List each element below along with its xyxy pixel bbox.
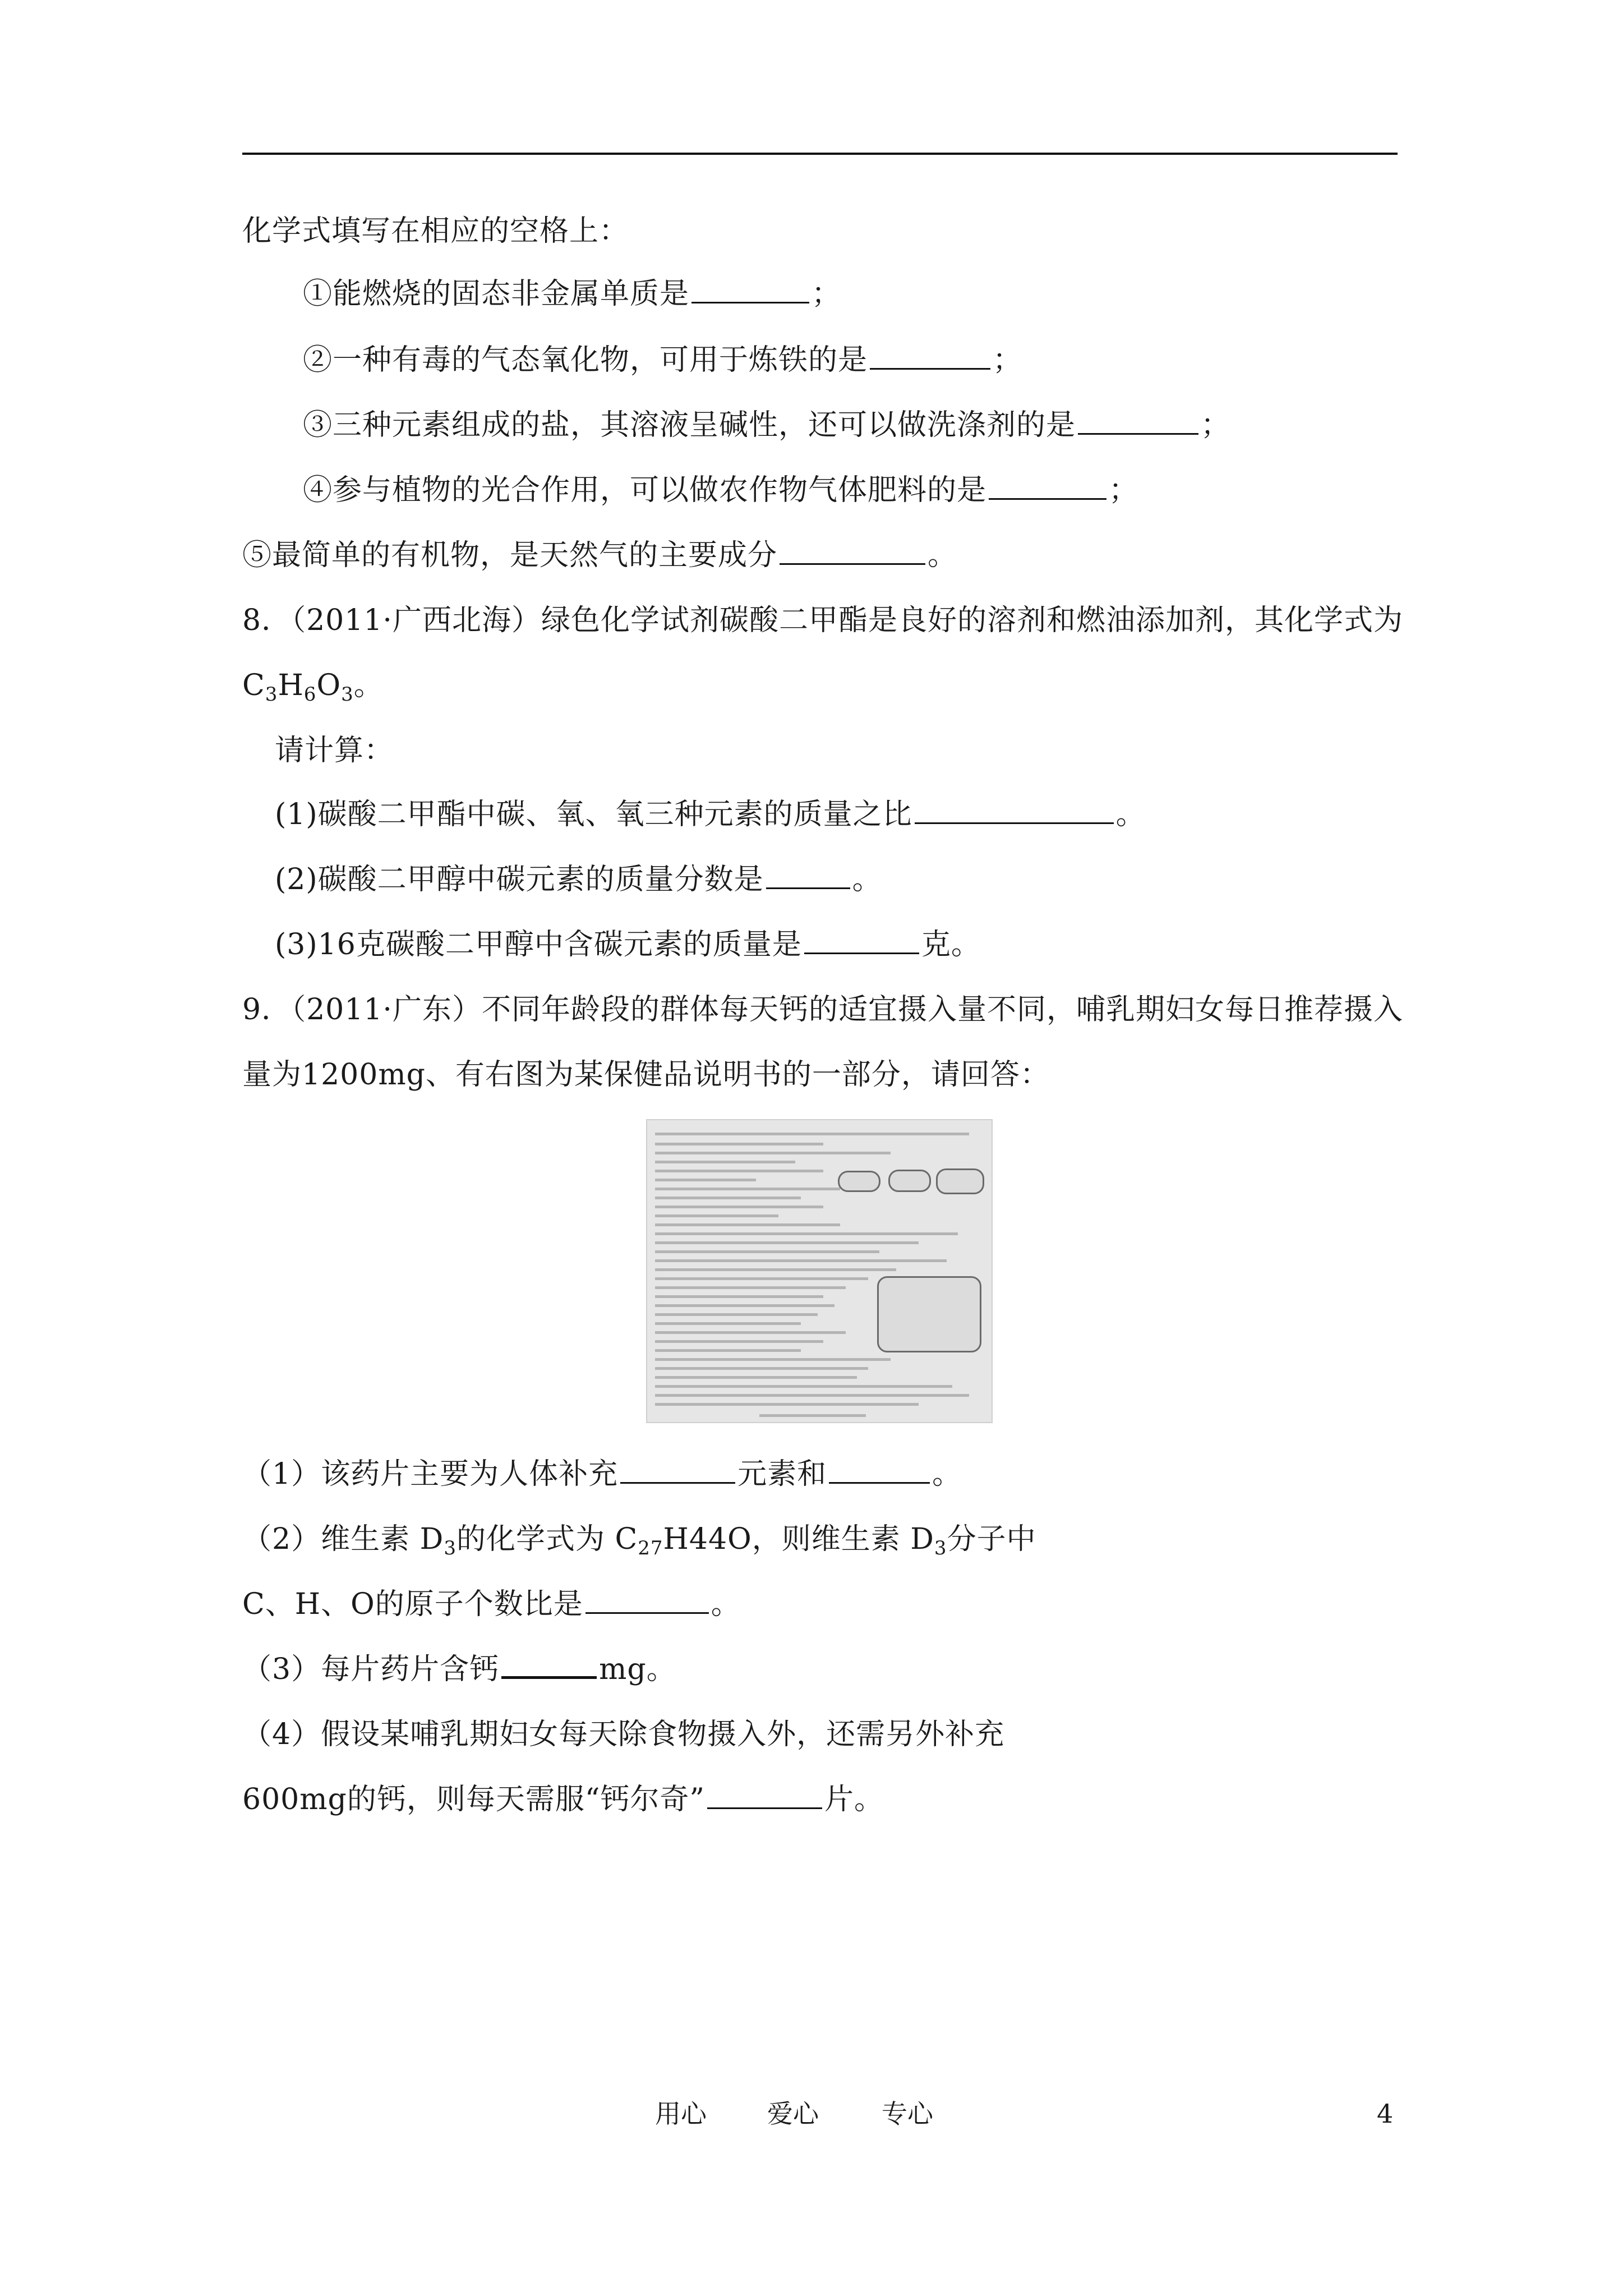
question-text: (2)碳酸二甲醇中碳元素的质量分数是: [275, 863, 764, 896]
question-text: （1）该药片主要为人体补充: [242, 1457, 619, 1491]
punct: ；: [993, 343, 1023, 377]
question-text: 的化学式为 C: [456, 1522, 638, 1556]
footer-item: 爱心: [767, 2099, 819, 2129]
question-7-3: [303, 407, 1230, 443]
question-text: 分子中: [947, 1522, 1036, 1556]
punct: 。: [852, 863, 882, 896]
question-text: 600mg的钙，则每天需服“钙尔奇”: [242, 1783, 706, 1816]
formula-sub: 27: [638, 1537, 663, 1559]
footer-item: 专心: [882, 2099, 933, 2129]
formula-sub: 3: [444, 1537, 457, 1559]
question-9-b: 量为1200mg、有右图为某保健品说明书的一部分，请回答：: [242, 1058, 1050, 1092]
question-8-2: [275, 862, 882, 898]
formula-sub: 6: [303, 683, 317, 706]
punct: 。: [932, 1457, 962, 1491]
formula-sub: 3: [265, 683, 278, 706]
answer-blank[interactable]: [989, 473, 1106, 500]
question-text: ②一种有毒的气态氧化物，可用于炼铁的是: [303, 343, 868, 377]
punct: 。: [353, 669, 384, 702]
punct: 。: [928, 539, 958, 572]
question-8-1: [275, 797, 1146, 832]
question-text: C、H、O的原子个数比是: [242, 1588, 583, 1621]
header-rule: [242, 153, 1398, 155]
page-number: 4: [1377, 2099, 1394, 2129]
answer-blank[interactable]: [585, 1588, 709, 1614]
formula-c: C: [242, 669, 265, 702]
formula: [242, 668, 384, 706]
punct: ；: [1109, 473, 1139, 507]
question-9-3: [242, 1651, 676, 1687]
question-text: ①能燃烧的固态非金属单质是: [303, 277, 690, 311]
question-text: ⑤最简单的有机物，是天然气的主要成分: [242, 539, 778, 572]
question-9-1: [242, 1456, 962, 1492]
question-text: 元素和: [737, 1457, 827, 1491]
formula-sub: 3: [934, 1537, 947, 1559]
answer-blank[interactable]: [829, 1457, 930, 1484]
question-text: (1)碳酸二甲酯中碳、氧、氧三种元素的质量之比: [275, 798, 912, 831]
question-text: (3)16克碳酸二甲醇中含碳元素的质量是: [275, 928, 802, 961]
punct: 片。: [824, 1783, 884, 1816]
question-9-4: （4）假设某哺乳期妇女每天除食物摄入外，还需另外补充: [242, 1718, 1005, 1751]
question-8-prompt: 请计算：: [275, 734, 394, 767]
answer-blank[interactable]: [620, 1457, 735, 1484]
answer-blank[interactable]: [804, 928, 919, 954]
question-7-4: [303, 472, 1138, 508]
answer-blank[interactable]: [1078, 408, 1198, 435]
question-text: H44O，则维生素 D: [663, 1522, 934, 1556]
answer-blank[interactable]: [501, 1651, 597, 1679]
answer-blank[interactable]: [870, 343, 990, 370]
footer-item: 用心: [655, 2099, 707, 2129]
formula-sub: 3: [341, 683, 354, 706]
formula-o: O: [316, 669, 342, 702]
question-9-2-b: [242, 1586, 741, 1622]
question-text: （3）每片药片含钙: [242, 1653, 500, 1686]
question-9-4-b: [242, 1782, 884, 1818]
answer-blank[interactable]: [766, 863, 850, 889]
question-9-2: [242, 1521, 1036, 1557]
question-text: ③三种元素组成的盐，其溶液呈碱性，还可以做洗涤剂的是: [303, 408, 1076, 442]
question-7-2: [303, 342, 1022, 378]
answer-blank[interactable]: [780, 539, 925, 565]
scanned-image: [646, 1119, 993, 1423]
question-9: 9．（2011·广东）不同年龄段的群体每天钙的适宜摄入量不同，哺乳期妇女每日推荐摄入: [242, 993, 1403, 1027]
punct: 。: [711, 1588, 741, 1621]
punct: ；: [811, 277, 842, 311]
answer-blank[interactable]: [691, 277, 809, 303]
question-text: ④参与植物的光合作用，可以做农作物气体肥料的是: [303, 473, 987, 507]
question-8-3: [275, 927, 981, 963]
punct: ；: [1201, 408, 1231, 442]
answer-blank[interactable]: [707, 1783, 822, 1809]
question-text: （2）维生素 D: [242, 1522, 444, 1556]
formula-h: H: [278, 669, 304, 702]
answer-blank[interactable]: [915, 798, 1114, 824]
question-7-5: [242, 537, 957, 573]
punct: 克。: [921, 928, 981, 961]
question-7-1: [303, 276, 841, 312]
punct: mg。: [599, 1653, 676, 1686]
text-line: 化学式填写在相应的空格上：: [242, 214, 629, 248]
punct: 。: [1115, 798, 1146, 831]
question-8: 8．（2011·广西北海）绿色化学试剂碳酸二甲酯是良好的溶剂和燃油添加剂，其化学式为: [242, 604, 1403, 637]
